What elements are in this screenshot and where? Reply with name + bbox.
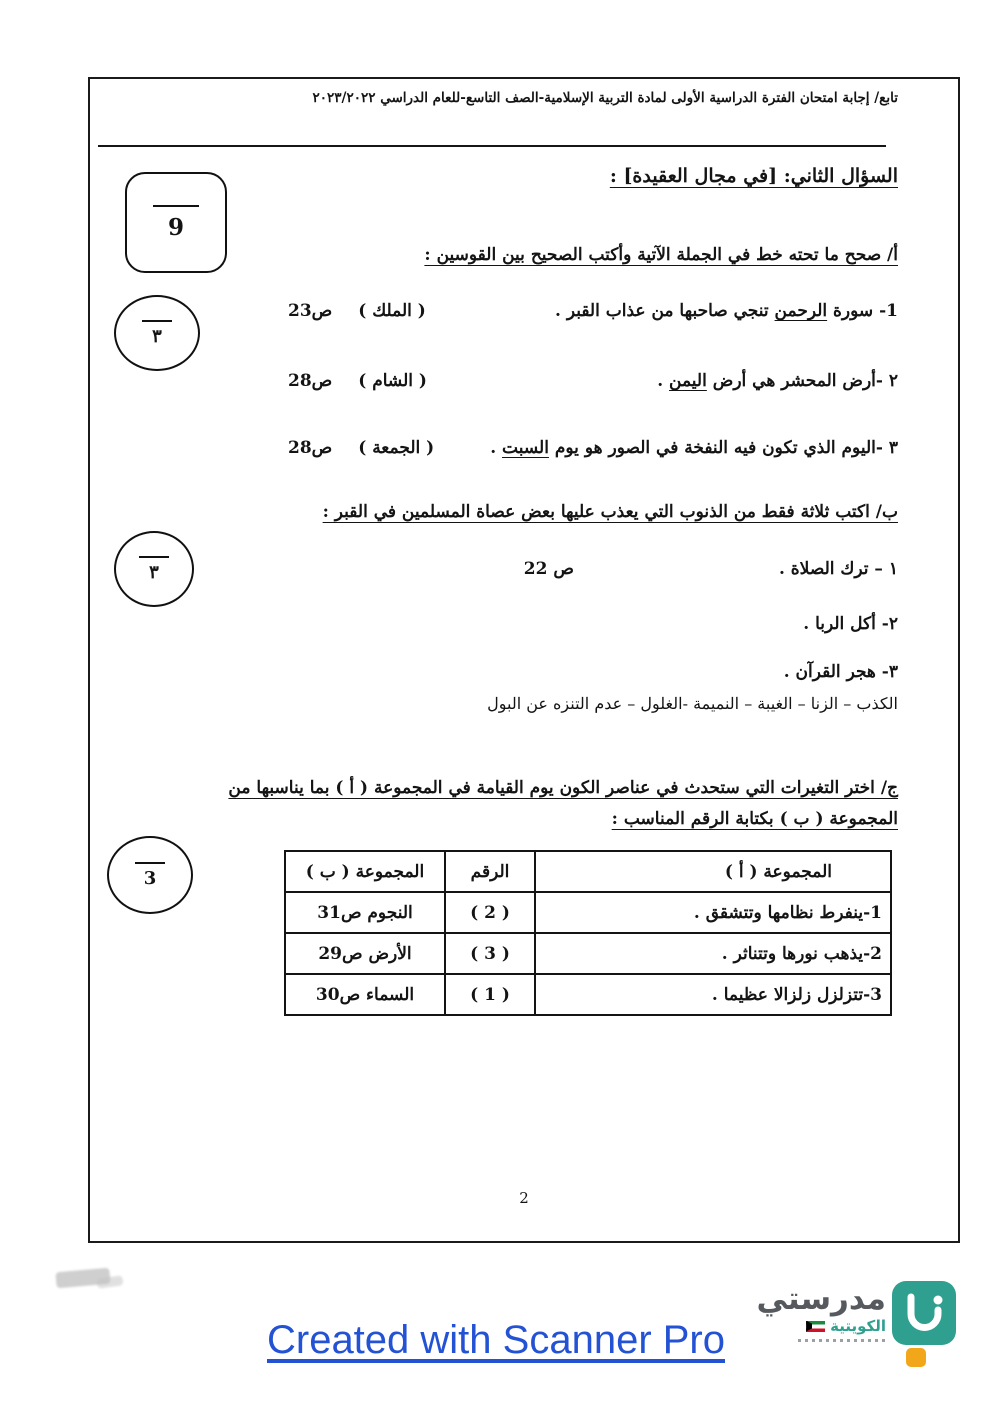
section-b-item-1 (524, 559, 898, 579)
score-line (135, 862, 165, 864)
item-sentence: ٣- هجر القرآن . (783, 662, 898, 682)
sentence-part: ٣ -اليوم الذي تكون فيه النفخة في الصور هو يوم (548, 438, 898, 458)
cell-group-a: 1-ينفرط نظامها وتتشقق . (535, 892, 891, 933)
total-score-value: 9 (168, 213, 185, 241)
logo-subtitle-row (757, 1317, 886, 1335)
section-a-heading: أ/ صحح ما تحته خط في الجملة الآتية وأكتب الصحيح بين القوسين : (424, 245, 898, 265)
table-row (285, 892, 891, 933)
sentence-part: . (490, 438, 503, 458)
total-score-box (125, 172, 227, 273)
exam-page (88, 77, 960, 1243)
table-row (285, 933, 891, 974)
madrasati-app-icon (892, 1281, 956, 1345)
matching-table (284, 850, 892, 1016)
logo-name: مدرستي (756, 1281, 886, 1317)
item-sentence (555, 301, 898, 321)
sentence-part: 1- سورة (827, 301, 898, 321)
section-c-heading-line2: المجموعة ( ب ) بكتابة الرقم المناسب : (611, 809, 898, 829)
section-a-score-value: ٣ (152, 325, 162, 347)
answer-text: ( الجمعة ) (358, 438, 435, 458)
table-row (285, 974, 891, 1015)
section-b-item-3 (784, 662, 898, 682)
cell-group-b: الأرض ص29 (285, 933, 445, 974)
item-sentence (657, 371, 898, 391)
cell-number: ( 3 ) (445, 933, 535, 974)
page-ref: ص 22 (523, 559, 574, 579)
section-a-score-circle (114, 295, 200, 371)
sentence-part: تنجي صاحبها من عذاب القبر . (554, 301, 775, 321)
column-header-group-b: المجموعة ( ب ) (285, 851, 445, 892)
section-b-heading: ب/ اكتب ثلاثة فقط من الذنوب التي يعذب عليها بعض عصاة المسلمين في القبر : (322, 502, 898, 522)
score-line (139, 556, 169, 558)
answer-text: ( الشام ) (358, 371, 427, 391)
page-number: 2 (519, 1189, 529, 1207)
cell-group-b: النجوم ص31 (285, 892, 445, 933)
logo-text-block (757, 1283, 886, 1342)
page-ref: ص28 (288, 438, 333, 458)
section-b-score-value: ٣ (149, 561, 159, 583)
page-ref: ص23 (288, 301, 333, 321)
cell-group-a: 2-يذهب نورها وتتناثر . (535, 933, 891, 974)
item-answer (288, 301, 426, 321)
table-header-row (285, 851, 891, 892)
underlined-word: السبت (502, 438, 549, 458)
section-b-score-circle (114, 531, 194, 607)
section-c-heading-line1: ج/ اختر التغيرات التي ستحدث في عناصر الكون يوم القيامة في المجموعة ( أ ) بما يناسبها من (228, 778, 898, 798)
item-answer (288, 371, 427, 391)
section-c-score-value: 3 (143, 867, 157, 889)
logo-orange-square (906, 1348, 926, 1367)
page-ref: ص28 (288, 371, 333, 391)
section-a-item-1 (288, 301, 898, 321)
answer-text: ( الملك ) (358, 301, 426, 321)
kuwait-flag-icon (806, 1321, 825, 1332)
cell-group-a: 3-تتزلزل زلزالا عظيما . (535, 974, 891, 1015)
cell-number: ( 1 ) (445, 974, 535, 1015)
score-line (142, 320, 172, 322)
logo-subtitle: الكويتية (830, 1317, 886, 1335)
item-sentence: ١ – ترك الصلاة . (778, 559, 898, 579)
madrasati-logo (756, 1281, 956, 1373)
page-header: تابع/ إجابة امتحان الفترة الدراسية الأولى لمادة التربية الإسلامية-الصف التاسع-للعام الدراسي ٢٠٢٣/٢٠٢٢ (312, 90, 898, 106)
underlined-word: اليمن (669, 371, 707, 391)
item-sentence: ٢- أكل الربا . (803, 614, 898, 634)
section-b-item-2 (803, 614, 898, 634)
scanner-pro-credit-link[interactable]: Created with Scanner Pro (266, 1318, 725, 1362)
item-answer (288, 438, 434, 458)
section-c-heading (160, 773, 898, 835)
sentence-part: ٢ -أرض المحشر هي أرض (706, 371, 898, 391)
scan-smudge (96, 1275, 123, 1289)
section-a-item-2 (288, 371, 898, 391)
section-c-score-circle (107, 836, 193, 914)
underlined-word: الرحمن (774, 301, 828, 321)
additional-answers: الكذب – الزنا – الغيبة – النميمة -الغلول – عدم التنزه عن البول (487, 694, 898, 713)
question-title: السؤال الثاني: [في مجال العقيدة] : (609, 165, 898, 187)
column-header-group-a: المجموعة ( أ ) (535, 851, 891, 892)
sentence-part: . (657, 371, 670, 391)
column-header-number: الرقم (445, 851, 535, 892)
item-sentence (490, 438, 898, 458)
section-a-item-3 (288, 438, 898, 458)
cell-group-b: السماء ص30 (285, 974, 445, 1015)
cell-number: ( 2 ) (445, 892, 535, 933)
score-line (153, 205, 199, 207)
logo-tagline-fine-print (798, 1339, 886, 1342)
header-divider (98, 145, 886, 147)
